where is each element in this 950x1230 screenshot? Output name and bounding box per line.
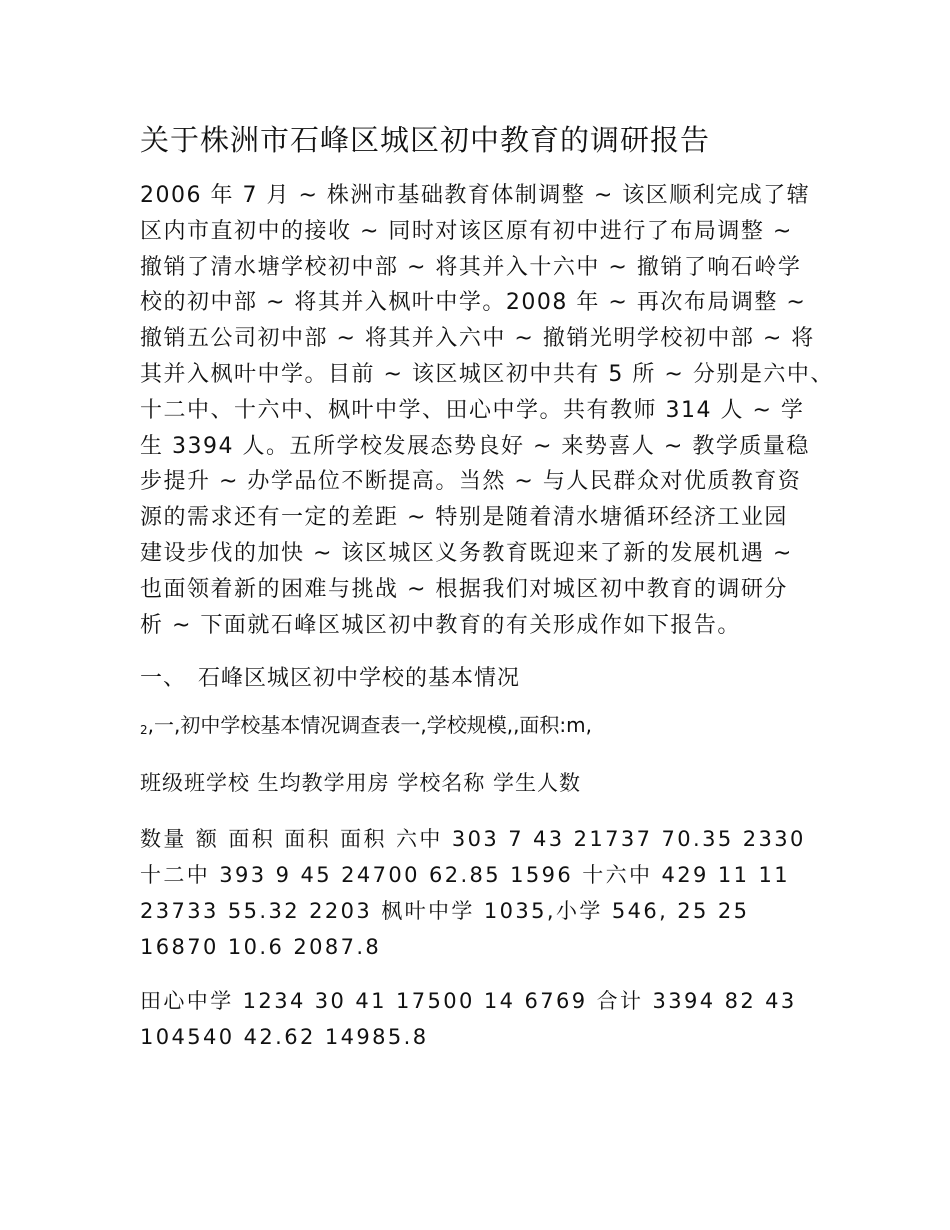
table-data-line: 104540 42.62 14985.8 (140, 1025, 429, 1050)
intro-line: 步提升 ~ 办学品位不断提高。当然 ~ 与人民群众对优质教育资 (140, 469, 802, 495)
document-page (140, 118, 834, 1055)
intro-line: 建设步伐的加快 ~ 该区城区义务教育既迎来了新的发展机遇 ~ (140, 540, 793, 566)
table-data-line: 23733 55.32 2203 枫叶中学 1035,小学 546, 25 25 (140, 899, 750, 924)
intro-paragraph (140, 178, 834, 643)
intro-line: 源的需求还有一定的差距 ~ 特别是随着清水塘循环经济工业园 (140, 505, 788, 531)
intro-line: 校的初中部 ~ 将其并入枫叶中学。2008 年 ~ 再次布局调整 ~ (140, 290, 807, 316)
intro-line: 也面领着新的困难与挑战 ~ 根据我们对城区初中教育的调研分 (140, 576, 788, 602)
document-title: 关于株洲市石峰区城区初中教育的调研报告 (140, 123, 711, 157)
intro-line: 其并入枫叶中学。目前 ~ 该区城区初中共有 5 所 ~ 分别是六中、 (140, 361, 834, 387)
section-heading (140, 661, 830, 696)
intro-line: 生 3394 人。五所学校发展态势良好 ~ 来势喜人 ~ 教学质量稳 (140, 433, 810, 459)
table-header-line: 班级班学校 生均教学用房 学校名称 学生人数 (140, 771, 582, 796)
table-caption-superscript: 2 (140, 723, 148, 738)
table-data-line: 16870 10.6 2087.8 (140, 935, 382, 960)
table-data-line: 田心中学 1234 30 41 17500 14 6769 合计 3394 82 43 (140, 989, 797, 1014)
intro-line: 十二中、十六中、枫叶中学、田心中学。共有教师 314 人 ~ 学 (140, 397, 805, 423)
table-caption-text: ,一,初中学校基本情况调查表一,学校规模,,面积:m, (147, 713, 593, 738)
section-number: 一、 (140, 666, 187, 692)
intro-line: 区内市直初中的接收 ~ 同时对该区原有初中进行了布局调整 ~ (140, 218, 793, 244)
intro-line: 撤销了清水塘学校初中部 ~ 将其并入十六中 ~ 撤销了响石岭学 (140, 254, 802, 280)
table-data-line: 十二中 393 9 45 24700 62.85 1596 十六中 429 11 11 (140, 863, 791, 888)
table-data-block (140, 821, 830, 965)
table-data-block-totals (140, 983, 830, 1055)
table-data-line: 数量 额 面积 面积 面积 六中 303 7 43 21737 70.35 2330 (140, 827, 806, 852)
section-heading-text: 石峰区城区初中学校的基本情况 (198, 666, 521, 692)
intro-line: 撤销五公司初中部 ~ 将其并入六中 ~ 撤销光明学校初中部 ~ 将 (140, 326, 815, 352)
table-caption (140, 710, 830, 745)
intro-line: 2006 年 7 月 ~ 株洲市基础教育体制调整 ~ 该区顺利完成了辖 (140, 183, 811, 208)
intro-line: 析 ~ 下面就石峰区城区初中教育的有关形成作如下报告。 (140, 612, 741, 638)
